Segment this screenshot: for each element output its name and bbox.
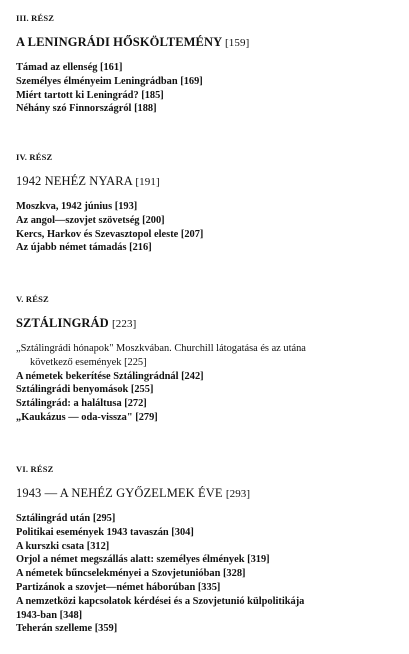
entry-text: Sztálingrádi benyomások [16, 384, 129, 396]
entry-text: Néhány szó Finnországról [16, 103, 132, 115]
entry-text: Az angol—szovjet szövetség [16, 214, 140, 226]
entry-page: [328] [222, 568, 246, 580]
entry-page: [216] [129, 242, 152, 254]
entry-text: Sztálingrád után [16, 513, 91, 524]
part-title-page: [159] [225, 37, 250, 49]
entry-page: [161] [100, 62, 123, 73]
entry-text: Moszkva, 1942 június [16, 201, 113, 212]
part-title [16, 173, 401, 190]
part-title-text: SZTÁLINGRÁD [16, 316, 109, 330]
entry-page: [319] [247, 554, 270, 566]
entry-page: [304] [171, 526, 194, 538]
entry-page: [255] [130, 384, 154, 396]
list-item [16, 61, 401, 75]
entry-page: [242] [181, 370, 204, 382]
part-v [16, 294, 401, 425]
list-item [16, 241, 401, 255]
entry-page: [188] [134, 103, 157, 115]
entry-text: Támad az ellenség [16, 62, 98, 73]
entry-text: A németek bekerítése Sztálingrádnál [16, 370, 179, 382]
entry-page: [279] [135, 411, 158, 423]
part-title-page: [293] [225, 488, 251, 500]
part-label: V. RÉSZ [16, 294, 49, 304]
entry-page: [272] [124, 398, 147, 410]
part-title [16, 485, 401, 502]
list-item [16, 214, 401, 228]
entry-continuation-text: 1943-ban [16, 609, 57, 621]
part-title-page: [223] [112, 318, 137, 330]
entry-page: [225] [124, 356, 147, 368]
part-title-text: 1943 — A NEHÉZ GYŐZELMEK ÉVE [16, 486, 223, 500]
entry-text: Sztálingrád: a haláltusa [16, 398, 122, 410]
list-item [16, 383, 401, 397]
entry-page: [207] [180, 228, 204, 240]
list-item [16, 567, 401, 581]
list-item [16, 526, 401, 540]
entry-list [16, 512, 401, 636]
entry-page: [335] [197, 581, 221, 593]
list-item [16, 102, 401, 116]
list-item [16, 540, 401, 554]
list-item [16, 75, 401, 89]
entry-continuation-text: következő események [30, 356, 122, 368]
list-item [16, 553, 401, 567]
list-item [16, 89, 401, 103]
entry-page: [295] [92, 513, 116, 524]
list-item [16, 200, 401, 214]
entry-text: Politikai események 1943 tavaszán [16, 526, 169, 538]
list-item [16, 228, 401, 242]
entry-continuation [16, 356, 401, 370]
entry-text: Az újabb német támadás [16, 242, 127, 254]
entry-list [16, 61, 401, 116]
list-item [16, 595, 401, 623]
entry-page: [359] [94, 623, 118, 635]
entry-text: Orjol a német megszállás alatt: személyes élmények [16, 554, 245, 566]
list-item [16, 342, 401, 370]
part-label: IV. RÉSZ [16, 152, 53, 162]
entry-text: A nemzetközi kapcsolatok kérdései és a Szovjetunió külpolitikája [16, 595, 305, 607]
entry-text: Teherán szelleme [16, 623, 93, 635]
entry-list [16, 200, 401, 255]
part-title-page: [191] [135, 176, 160, 188]
part-title-text: A LENINGRÁDI HŐSKÖLTEMÉNY [16, 35, 222, 49]
list-item [16, 512, 401, 526]
entry-text: Kercs, Harkov és Szevasztopol eleste [16, 228, 179, 240]
list-item [16, 581, 401, 595]
list-item [16, 411, 401, 425]
list-item [16, 370, 401, 384]
entry-text: „Kaukázus — oda-vissza" [16, 411, 133, 423]
entry-page: [312] [86, 540, 110, 552]
part-iii [16, 13, 401, 116]
list-item [16, 622, 401, 636]
list-item [16, 397, 401, 411]
entry-text: „Sztálingrádi hónapok" Moszkvában. Churchill látogatása és az utána [16, 343, 306, 354]
entry-text: A kurszki csata [16, 540, 85, 552]
entry-text: Partizánok a szovjet—német háborúban [16, 581, 196, 593]
entry-page: [169] [180, 75, 203, 87]
entry-page: [200] [142, 214, 165, 226]
entry-list [16, 342, 401, 425]
entry-text: Miért tartott ki Leningrád? [16, 89, 139, 101]
part-label: III. RÉSZ [16, 13, 55, 23]
entry-text: Személyes élményeim Leningrádban [16, 75, 178, 87]
part-iv [16, 152, 401, 255]
entry-text: A németek bűncselekményei a Szovjetunióban [16, 568, 221, 580]
part-title-text: 1942 NEHÉZ NYARA [16, 174, 133, 188]
part-title [16, 34, 401, 51]
part-label: VI. RÉSZ [16, 464, 54, 474]
entry-page: [185] [141, 89, 164, 101]
part-title [16, 315, 401, 332]
part-vi [16, 464, 401, 636]
entry-page: [348] [59, 609, 83, 621]
entry-page: [193] [114, 201, 138, 212]
